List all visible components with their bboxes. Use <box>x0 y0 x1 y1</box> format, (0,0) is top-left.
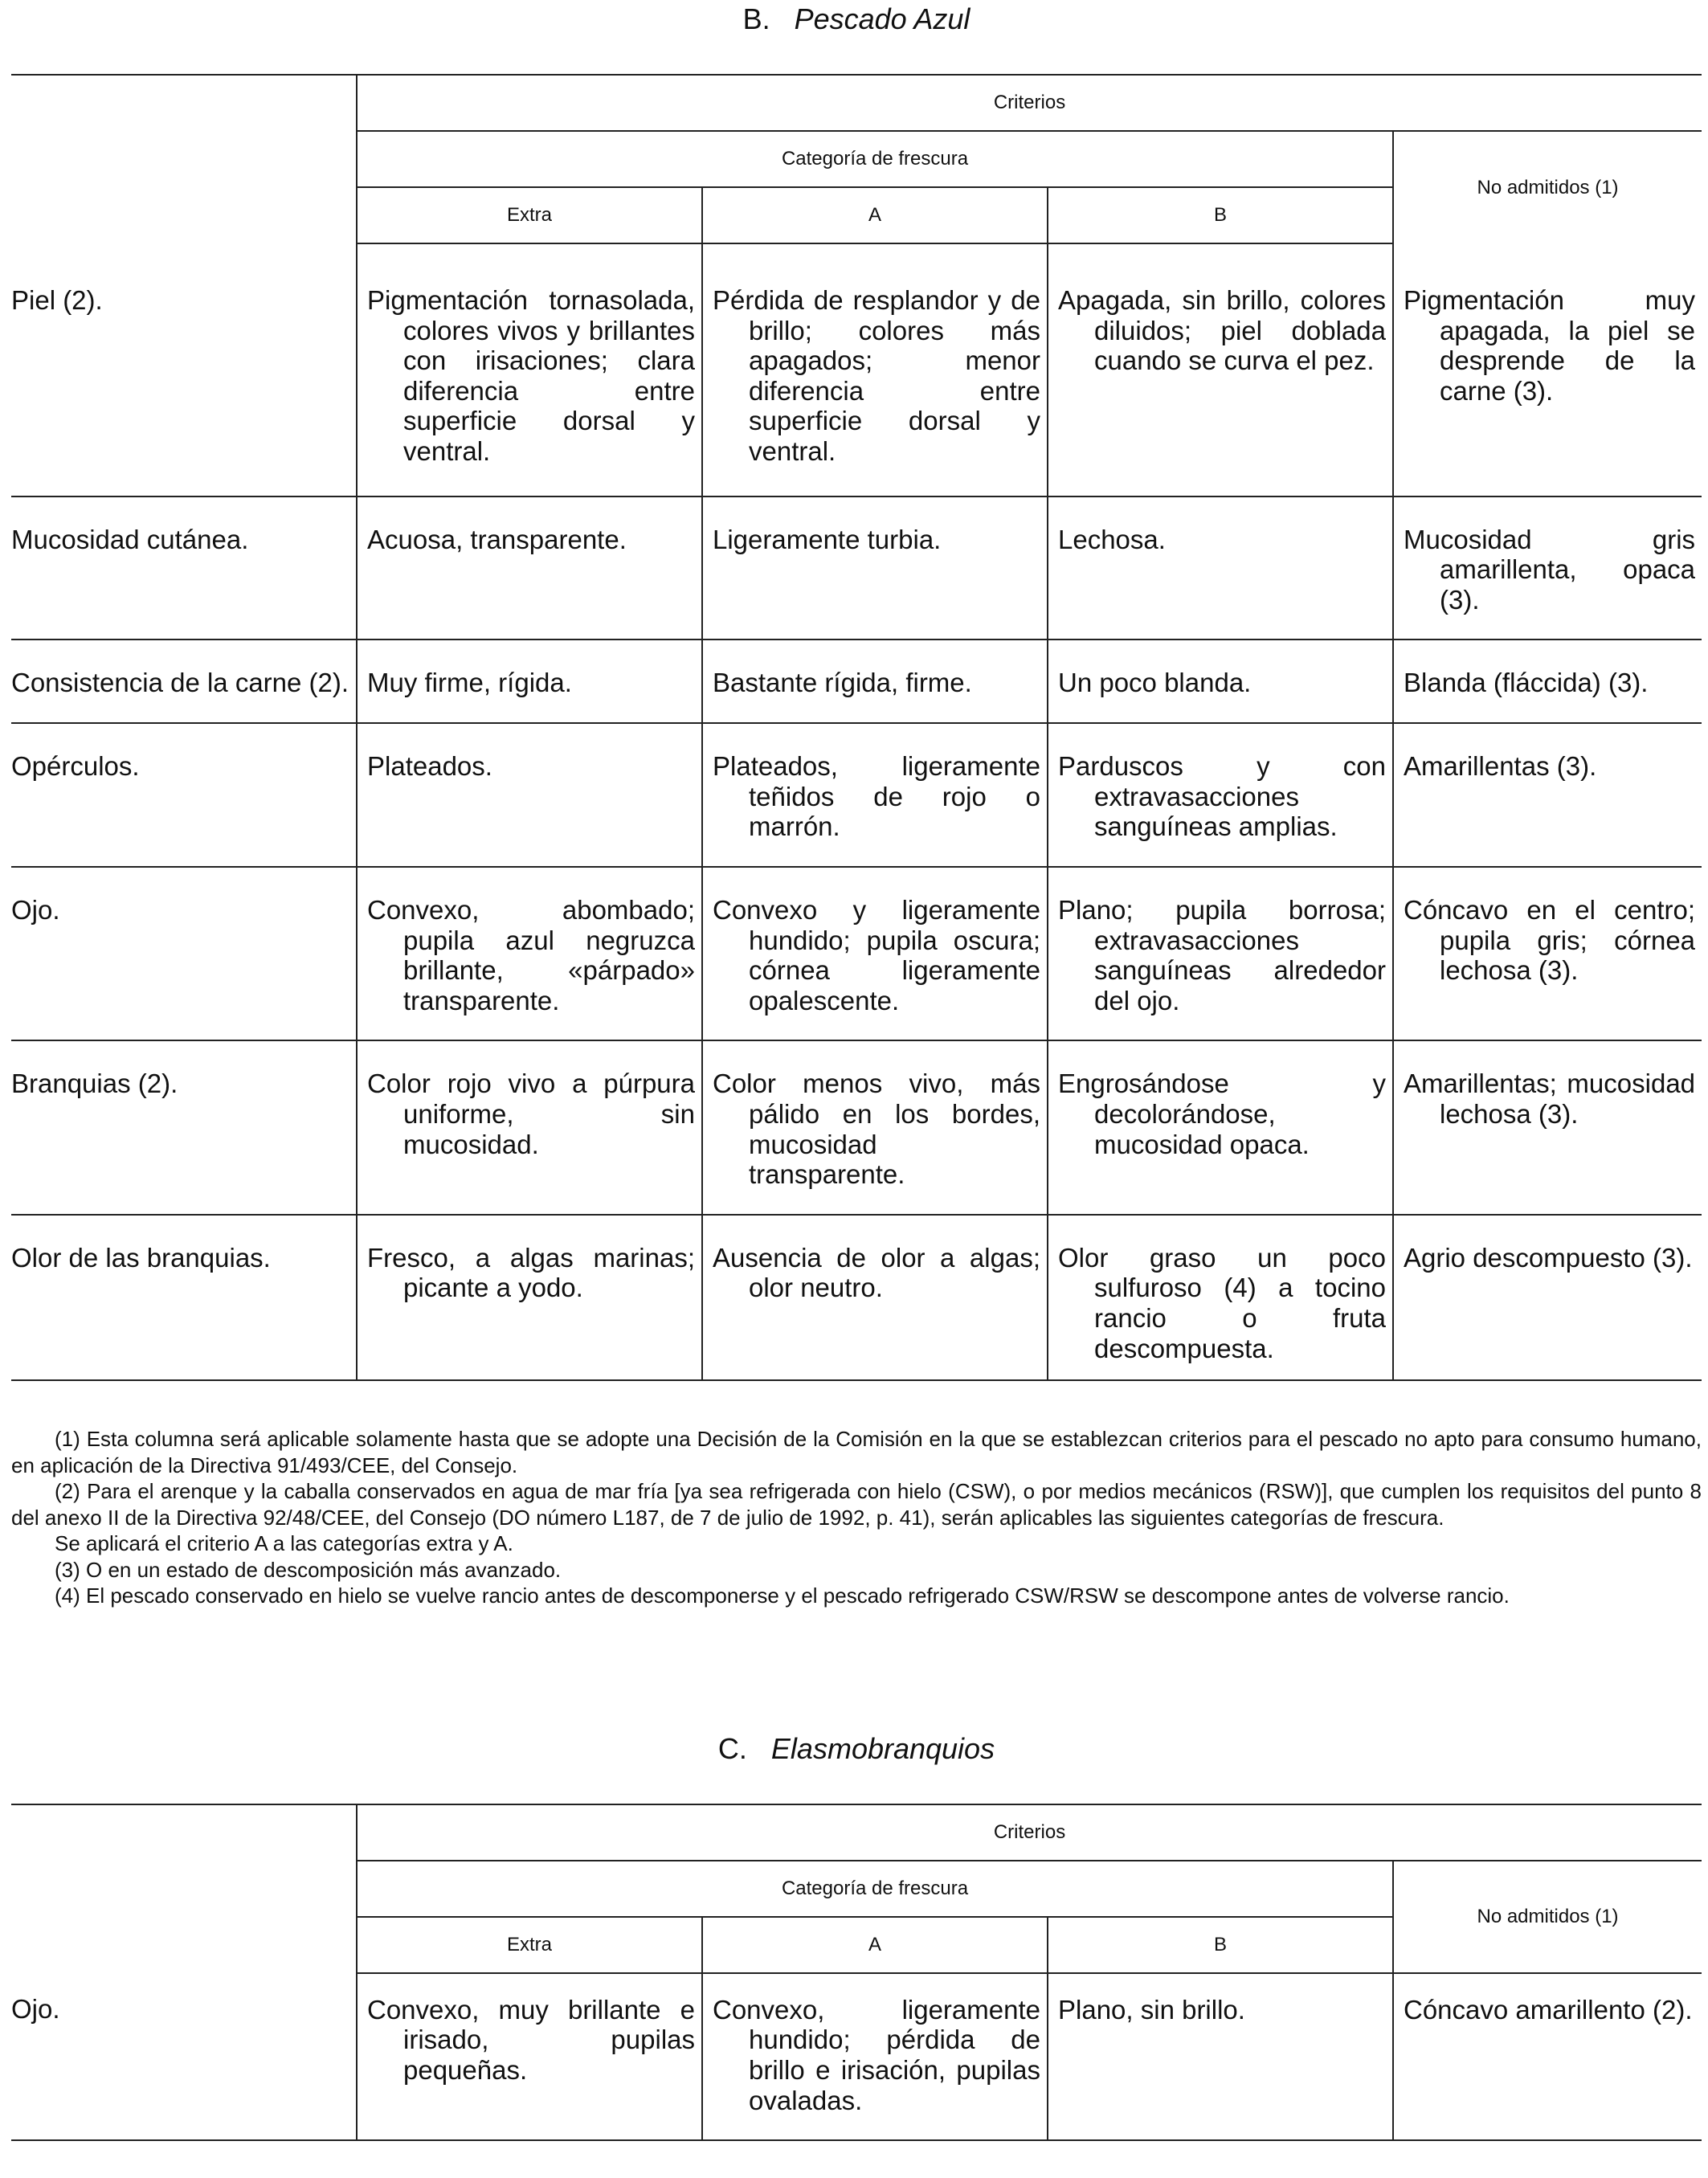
cell-a: Plateados, ligeramente teñidos de rojo o marrón. <box>702 723 1048 867</box>
cell-extra: Fresco, a algas marinas; picante a yodo. <box>357 1215 702 1380</box>
table-corner <box>11 75 357 274</box>
cell-no-admitidos: Amarillentas; mucosidad lechosa (3). <box>1393 1040 1702 1214</box>
section-c-letter: C. <box>717 1731 747 1765</box>
cell-extra: Convexo, muy brillante e irisado, pupilas pequeñas. <box>357 1973 702 2140</box>
table-row <box>11 723 1702 867</box>
cell-b: Parduscos y con extravasacciones sanguíneas amplias. <box>1048 723 1393 867</box>
row-label: Piel (2). <box>11 274 357 496</box>
cell-no-admitidos: Cóncavo en el centro; pupila gris; córnea lechosa (3). <box>1393 867 1702 1040</box>
cell-extra: Color rojo vivo a púrpura uniforme, sin mucosidad. <box>357 1040 702 1214</box>
cell-b: Plano, sin brillo. <box>1048 1973 1393 2140</box>
header-criterios: Criterios <box>357 75 1702 131</box>
header-a: A <box>702 187 1048 243</box>
header-extra: Extra <box>357 1917 702 1973</box>
header-criterios: Criterios <box>357 1804 1702 1861</box>
section-c-title <box>11 1730 1702 1804</box>
row-label: Opérculos. <box>11 723 357 867</box>
header-a: A <box>702 1917 1048 1973</box>
table-row <box>11 1215 1702 1380</box>
table-row <box>11 1973 1702 2140</box>
cell-a: Ligeramente turbia. <box>702 496 1048 640</box>
row-label: Branquias (2). <box>11 1040 357 1214</box>
cell-a: Convexo y ligeramente hundido; pupila oscura; córnea ligeramente opalescente. <box>702 867 1048 1040</box>
header-no-admitidos: No admitidos (1) <box>1393 131 1702 243</box>
footnote: (3) O en un estado de descomposición más avanzado. <box>55 1557 562 1582</box>
header-categoria: Categoría de frescura <box>357 131 1393 187</box>
cell-b: Olor graso un poco sulfuroso (4) a tocino rancio o fruta descompuesta. <box>1048 1215 1393 1380</box>
header-no-admitidos: No admitidos (1) <box>1393 1861 1702 1973</box>
row-label: Olor de las branquias. <box>11 1215 357 1380</box>
row-label: Mucosidad cutánea. <box>11 496 357 640</box>
section-b-title <box>11 0 1702 74</box>
header-categoria: Categoría de frescura <box>357 1861 1393 1917</box>
cell-extra: Muy firme, rígida. <box>357 640 702 723</box>
criteria-table-b <box>11 74 1702 1381</box>
section-b-name: Pescado Azul <box>794 2 970 35</box>
cell-b: Plano; pupila borrosa; extravasacciones sanguíneas alrededor del ojo. <box>1048 867 1393 1040</box>
cell-a: Ausencia de olor a algas; olor neutro. <box>702 1215 1048 1380</box>
footnotes <box>11 1426 1702 1609</box>
section-c-name: Elasmobranquios <box>770 1731 995 1765</box>
table-row <box>11 1040 1702 1214</box>
section-b-letter: B. <box>742 2 770 35</box>
table-corner <box>11 1804 357 1973</box>
footnote: (2) Para el arenque y la caballa conservados en agua de mar fría [ya sea refrigerada con hielo (CSW), o por medios mecánicos (RSW)], que cumplen los requisitos del punto 8 del anexo II de la Directiva 92/48/CEE, del Consejo (DO número L187, de 7 de julio de 1992, p. 41), serán aplicables las siguientes categorías de frescura. <box>11 1479 1702 1530</box>
cell-no-admitidos: Pigmentación muy apagada, la piel se desprende de la carne (3). <box>1393 274 1702 496</box>
table-row <box>11 640 1702 723</box>
cell-a: Color menos vivo, más pálido en los bordes, mucosidad transparente. <box>702 1040 1048 1214</box>
cell-b: Apagada, sin brillo, colores diluidos; piel doblada cuando se curva el pez. <box>1048 274 1393 496</box>
row-label: Consistencia de la carne (2). <box>11 640 357 723</box>
cell-extra: Pigmentación tornasolada, colores vivos y brillantes con irisaciones; clara diferencia entre superficie dorsal y ventral. <box>357 274 702 496</box>
cell-no-admitidos: Amarillentas (3). <box>1393 723 1702 867</box>
cell-b: Lechosa. <box>1048 496 1393 640</box>
cell-no-admitidos: Blanda (fláccida) (3). <box>1393 640 1702 723</box>
table-row <box>11 274 1702 496</box>
cell-extra: Convexo, abombado; pupila azul negruzca brillante, «párpado» transparente. <box>357 867 702 1040</box>
document-page <box>11 0 1702 2141</box>
footnote: Se aplicará el criterio A a las categorías extra y A. <box>55 1531 513 1556</box>
cell-a: Bastante rígida, firme. <box>702 640 1048 723</box>
cell-a: Pérdida de resplandor y de brillo; colores más apagados; menor diferencia entre superficie dorsal y ventral. <box>702 274 1048 496</box>
cell-extra: Plateados. <box>357 723 702 867</box>
row-label: Ojo. <box>11 1973 357 2140</box>
cell-no-admitidos: Agrio descompuesto (3). <box>1393 1215 1702 1380</box>
cell-b: Un poco blanda. <box>1048 640 1393 723</box>
cell-no-admitidos: Cóncavo amarillento (2). <box>1393 1973 1702 2140</box>
header-b: B <box>1048 1917 1393 1973</box>
table-row <box>11 496 1702 640</box>
criteria-table-c <box>11 1804 1702 2141</box>
header-b: B <box>1048 187 1393 243</box>
row-label: Ojo. <box>11 867 357 1040</box>
cell-no-admitidos: Mucosidad gris amarillenta, opaca (3). <box>1393 496 1702 640</box>
header-extra: Extra <box>357 187 702 243</box>
footnote: (1) Esta columna será aplicable solamente hasta que se adopte una Decisión de la Comisión en la que se establezcan criterios para el pescado no apto para consumo humano, en aplicación de la Directiva 91/493/CEE, del Consejo. <box>11 1427 1702 1477</box>
cell-b: Engrosándose y decolorándose, mucosidad opaca. <box>1048 1040 1393 1214</box>
footnote: (4) El pescado conservado en hielo se vuelve rancio antes de descomponerse y el pescado refrigerado CSW/RSW se descompone antes de volverse rancio. <box>55 1583 1510 1608</box>
table-row <box>11 867 1702 1040</box>
cell-extra: Acuosa, transparente. <box>357 496 702 640</box>
cell-a: Convexo, ligeramente hundido; pérdida de brillo e irisación, pupilas ovaladas. <box>702 1973 1048 2140</box>
